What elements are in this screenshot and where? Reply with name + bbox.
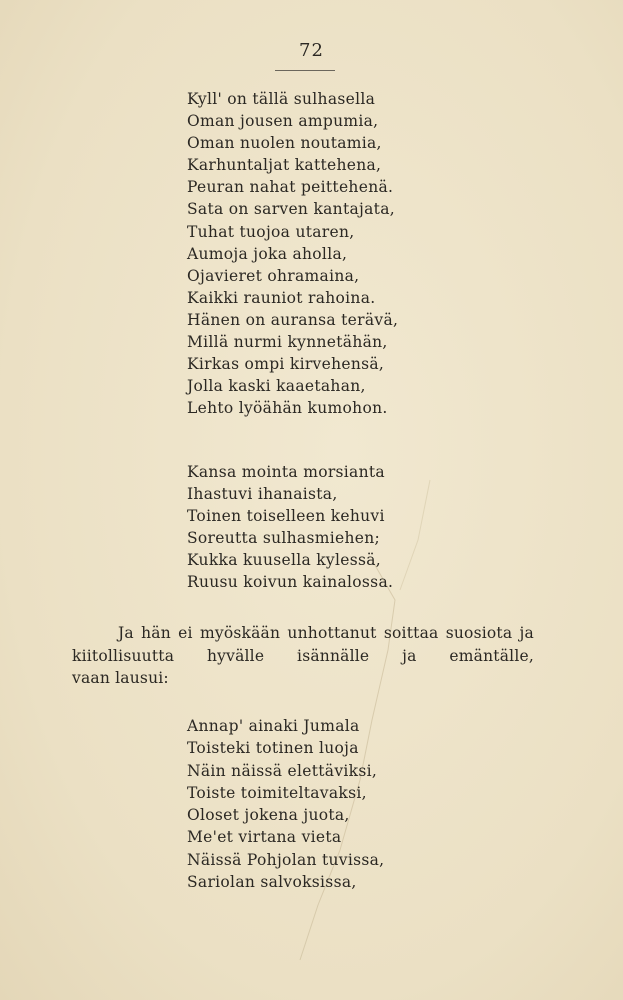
verse-line: Oman jousen ampumia, xyxy=(187,112,379,131)
verse-line: Kukka kuusella kylessä, xyxy=(187,551,381,570)
verse-line: Millä nurmi kynnetähän, xyxy=(187,333,388,352)
verse-line: Sariolan salvoksissa, xyxy=(187,873,357,892)
verse-line: Kansa mointa morsianta xyxy=(187,463,385,481)
verse-line: Annap' ainaki Jumala xyxy=(187,717,360,735)
verse-line: Karhuntaljat kattehena, xyxy=(187,156,382,175)
verse-line: Sata on sarven kantajata, xyxy=(187,200,395,219)
verse-line: Toiste toimiteltavaksi, xyxy=(187,783,367,802)
verse-line: Kaikki rauniot rahoina. xyxy=(187,288,376,307)
prose-line: Ja hän ei myöskään unhottanut soittaa suosiota ja xyxy=(118,624,534,642)
verse-line: Kyll' on tällä sulhasella xyxy=(187,90,376,108)
verse-line: Soreutta sulhasmiehen; xyxy=(187,529,381,548)
verse-line: Oman nuolen noutamia, xyxy=(187,134,382,153)
verse-line: Ojavieret ohramaina, xyxy=(187,266,360,285)
prose-line: vaan lausui: xyxy=(72,669,169,687)
verse-line: Kirkas ompi kirvehensä, xyxy=(187,355,385,374)
verse-line: Aumoja joka aholla, xyxy=(187,244,348,263)
verse-line: Hänen on auransa terävä, xyxy=(187,310,399,329)
verse-line: Ruusu koivun kainalossa. xyxy=(187,573,394,592)
page-number: 72 xyxy=(299,40,324,61)
verse-line: Oloset jokena juota, xyxy=(187,806,350,825)
page-number-rule xyxy=(275,70,335,71)
verse-line: Toisteki totinen luoja xyxy=(187,739,359,758)
verse-line: Tuhat tuojoa utaren, xyxy=(187,222,355,241)
verse-line: Peuran nahat peittehenä. xyxy=(187,178,394,197)
verse-line: Me'et virtana vieta xyxy=(187,828,342,847)
poem-stanza-3 xyxy=(187,715,384,893)
verse-line: Toinen toiselleen kehuvi xyxy=(187,507,385,526)
verse-line: Lehto lyöähän kumohon. xyxy=(187,399,388,418)
poem-stanza-1 xyxy=(187,88,398,419)
verse-line: Näin näissä elettäviksi, xyxy=(187,761,378,780)
verse-line: Jolla kaski kaaetahan, xyxy=(187,377,366,396)
verse-line: Näissä Pohjolan tuvissa, xyxy=(187,850,385,869)
prose-paragraph xyxy=(72,622,534,690)
poem-stanza-2 xyxy=(187,461,393,594)
verse-line: Ihastuvi ihanaista, xyxy=(187,485,338,504)
prose-line: kiitollisuutta hyvälle isännälle ja emäntälle, xyxy=(72,646,534,665)
